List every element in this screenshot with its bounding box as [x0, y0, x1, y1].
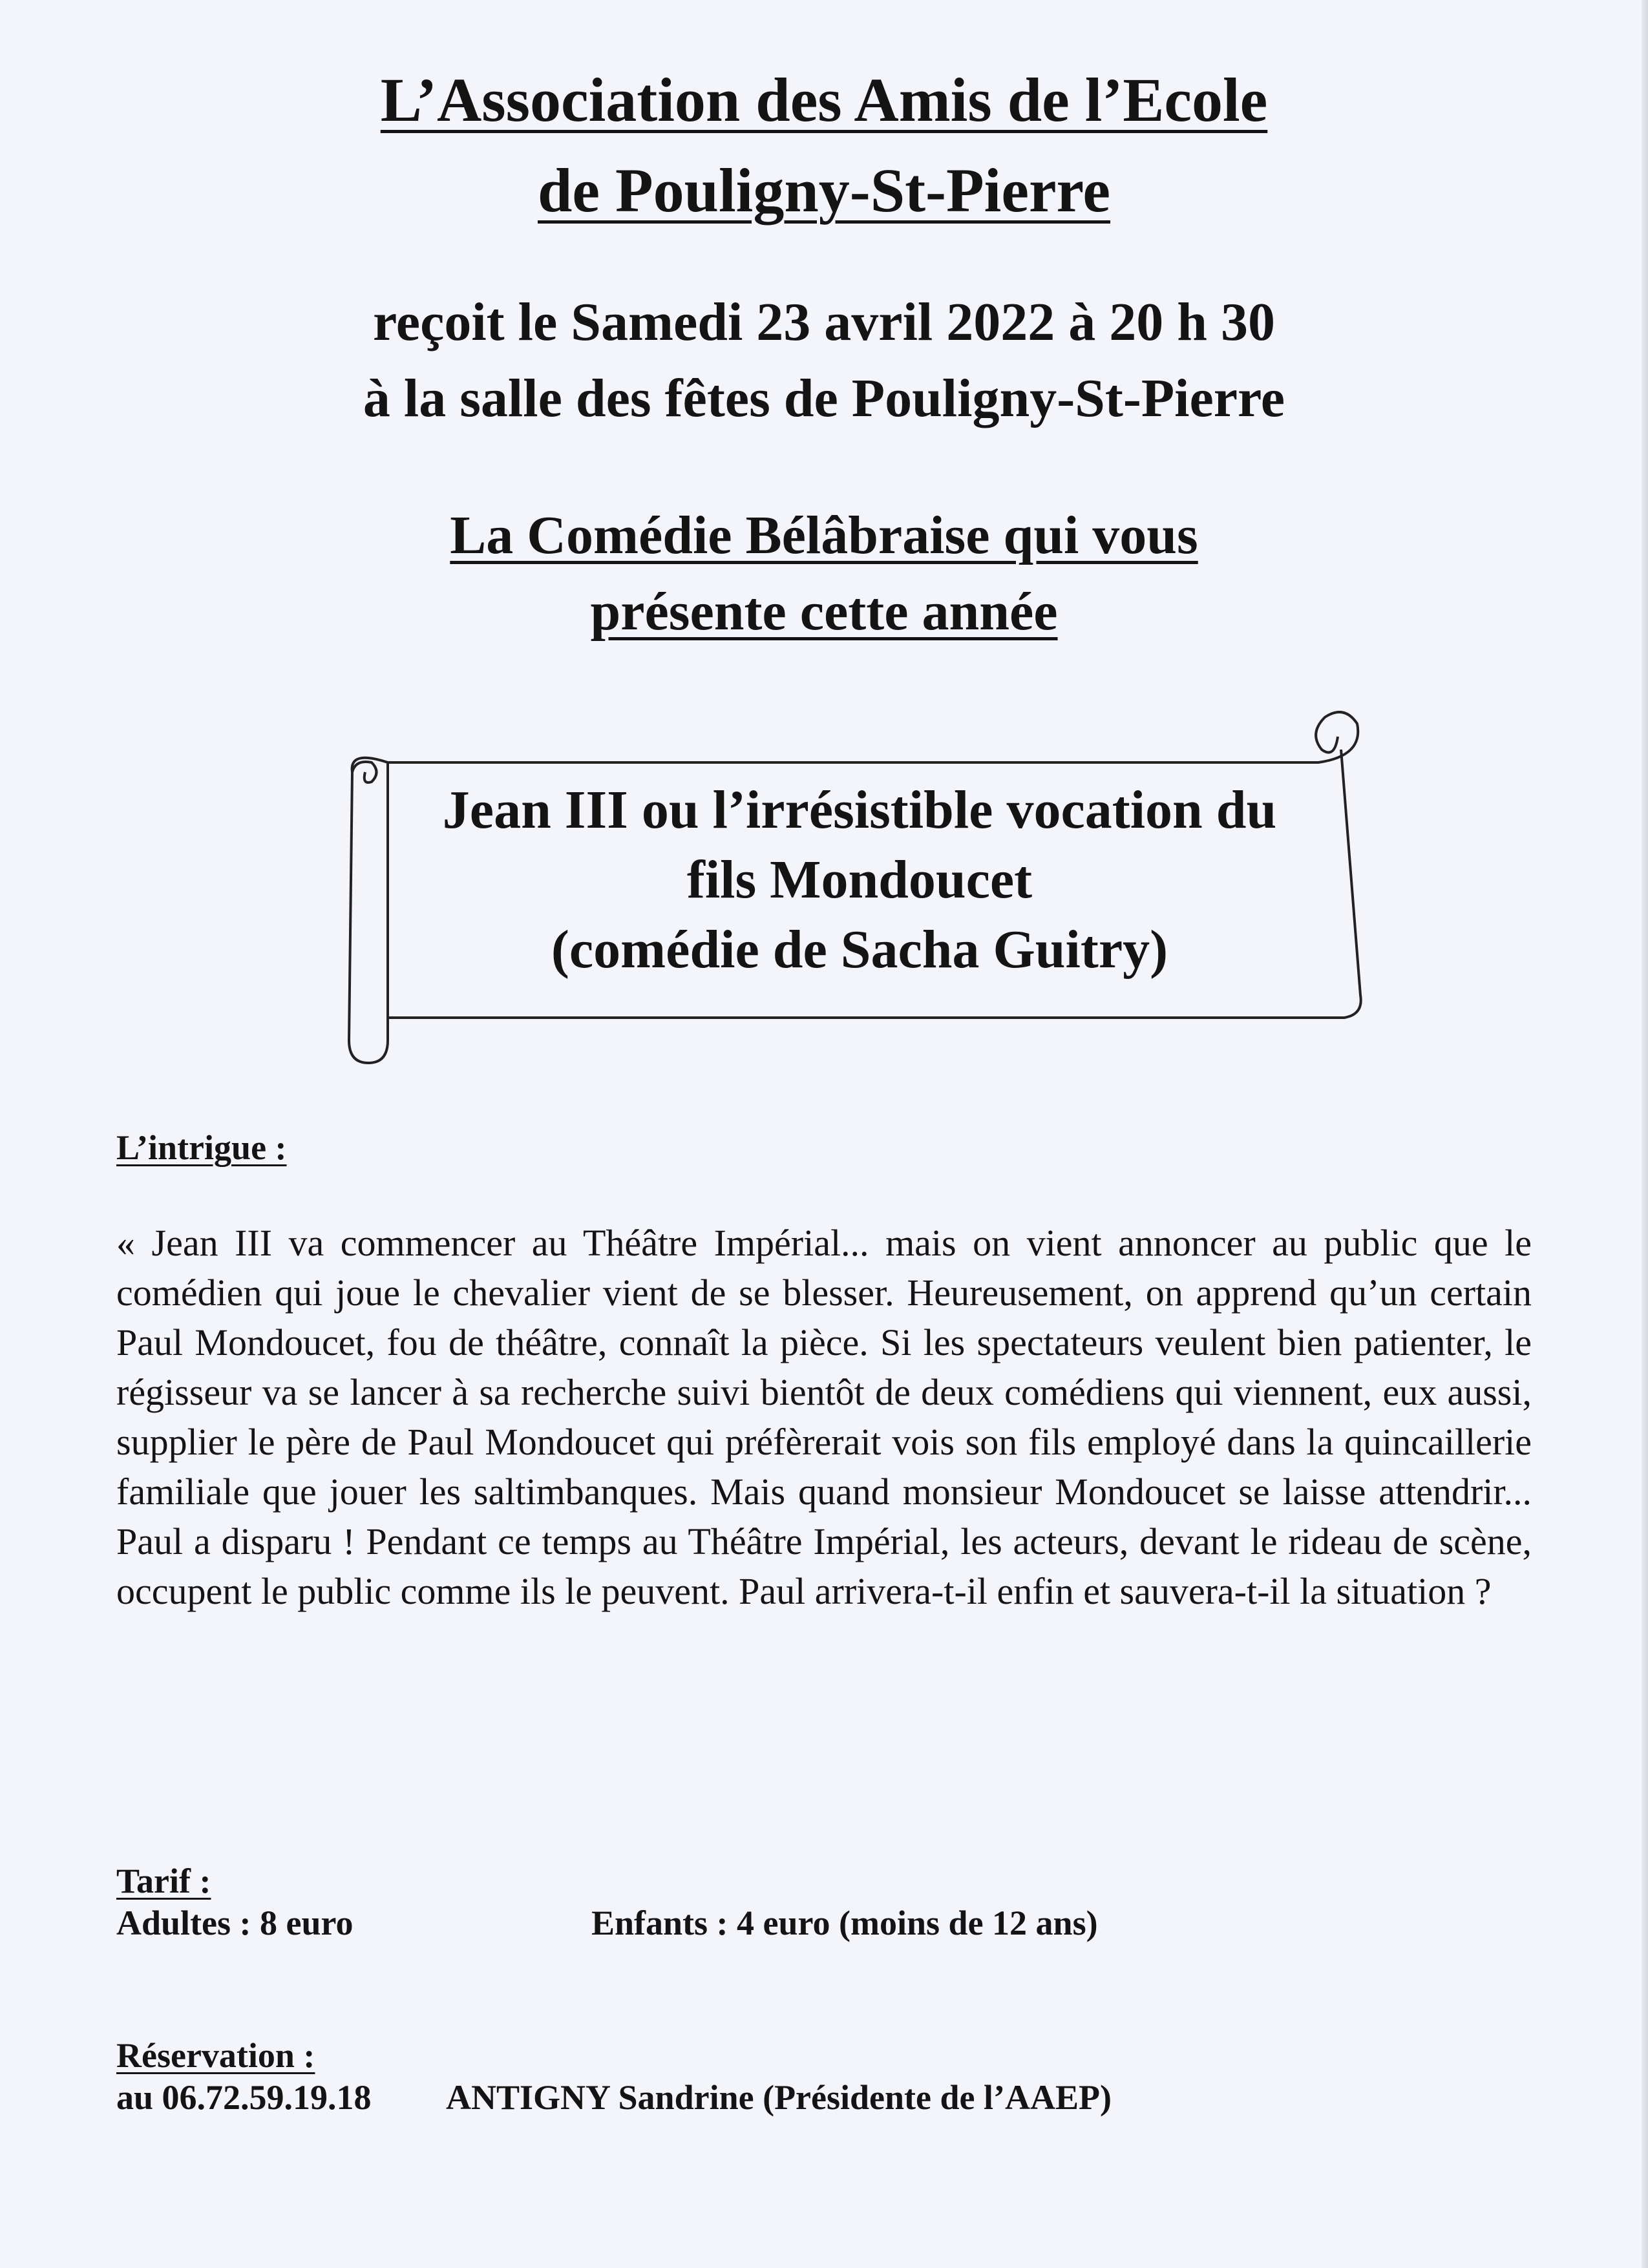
child-price: Enfants : 4 euro (moins de 12 ans) — [591, 1904, 1098, 1942]
play-title-scroll — [336, 711, 1370, 1073]
play-title-line-1: Jean III ou l’irrésistible vocation du — [442, 780, 1277, 840]
play-title-block — [388, 775, 1331, 985]
play-title-line-2: fils Mondoucet — [686, 850, 1033, 910]
intrigue-text: « Jean III va commencer au Théâtre Impérial... mais on vient annoncer au public que le comédien qui joue le chevalier vient de se blesser. Heureusement, on apprend qu’un certain Paul Mondoucet, fou de théâtre, connaît la pièce. Si les spectateurs veulent bien patienter, le régisseur va se lancer à sa recherche suivi bientôt de deux comédiens qui viennent, eux aussi, supplier le père de Paul Mondoucet qui préfèrerait vois son fils employé dans la quincaillerie familiale que jouer les saltimbanques. Mais quand monsieur Mondoucet se laisse attendrir... Paul a disparu ! Pendant ce temps au Théâtre Impérial, les acteurs, devant le rideau de scène, occupent le public comme ils le peuvent. Paul arrivera-t-il enfin et sauvera-t-il la situation ? — [116, 1222, 1532, 1612]
presenter-line-2: présente cette année — [590, 582, 1058, 642]
scan-edge — [1642, 0, 1648, 2268]
reservation-phone: au 06.72.59.19.18 — [116, 2078, 372, 2117]
presenter-heading — [0, 498, 1648, 650]
event-place: à la salle des fêtes de Pouligny-St-Pierre — [363, 368, 1285, 428]
adult-price: Adultes : 8 euro — [116, 1904, 354, 1942]
association-title — [0, 55, 1648, 236]
play-subtitle: (comédie de Sacha Guitry) — [551, 919, 1168, 980]
reservation-label: Réservation : — [116, 2036, 315, 2075]
event-details — [0, 284, 1648, 437]
title-line-2: de Pouligny-St-Pierre — [537, 156, 1111, 225]
title-line-1: L’Association des Amis de l’Ecole — [380, 65, 1268, 134]
presenter-line-1: La Comédie Bélâbraise qui vous — [450, 505, 1198, 565]
tarif-label: Tarif : — [116, 1862, 211, 1900]
reservation-contact: ANTIGNY Sandrine (Présidente de l’AAEP) — [446, 2078, 1112, 2117]
intrigue-label: L’intrigue : — [116, 1128, 287, 1167]
event-date: reçoit le Samedi 23 avril 2022 à 20 h 30 — [373, 292, 1275, 352]
